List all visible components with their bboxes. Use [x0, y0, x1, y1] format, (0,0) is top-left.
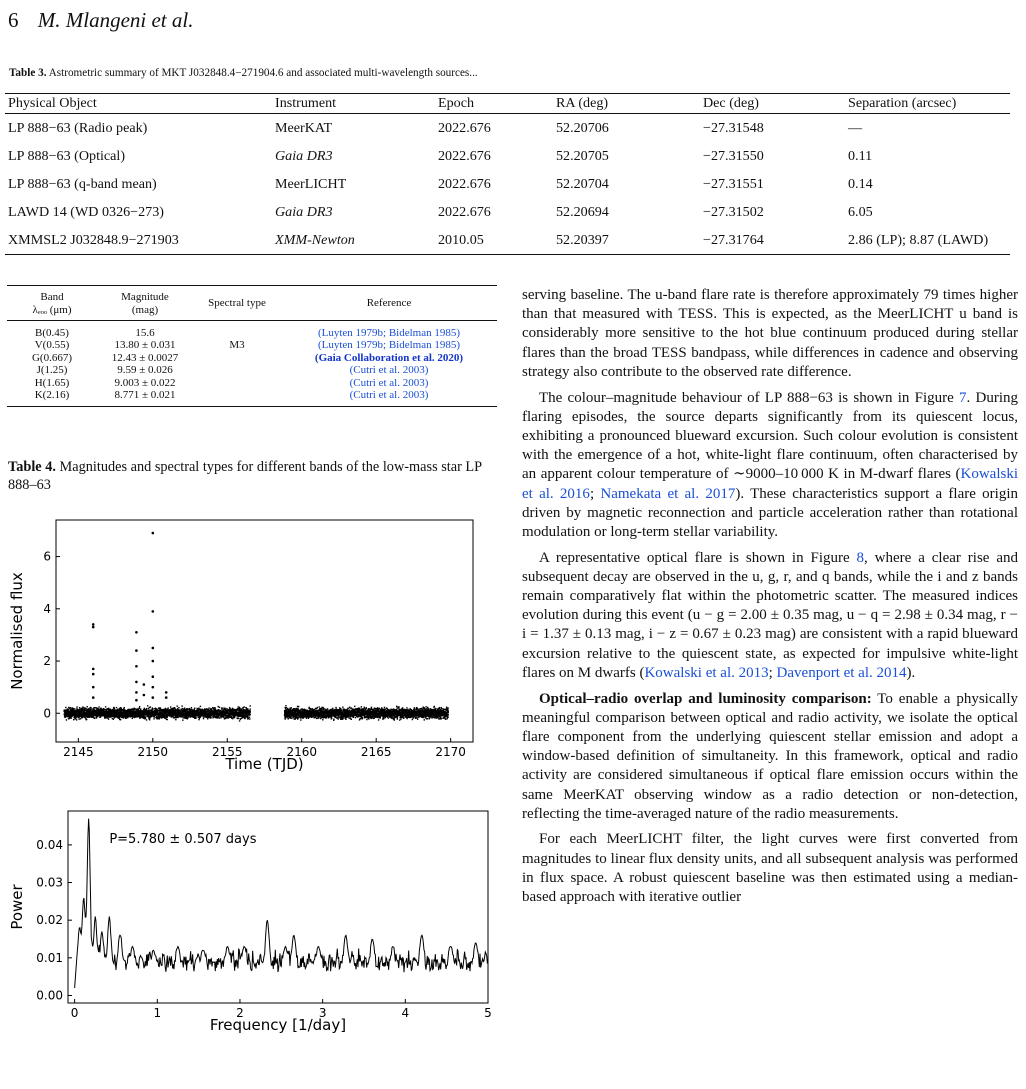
data-point — [200, 706, 201, 707]
table-cell: 2.86 (LP); 8.87 (LAWD) — [845, 226, 1010, 255]
column-header: Separation (arcsec) — [845, 94, 1010, 114]
data-point — [355, 717, 356, 718]
author-line: M. Mlangeni et al. — [37, 8, 194, 32]
data-point — [82, 708, 83, 709]
data-point — [114, 717, 115, 718]
data-point — [218, 706, 219, 707]
data-point — [238, 717, 239, 718]
data-point — [310, 709, 311, 710]
data-point — [170, 706, 171, 707]
reference-link[interactable]: (Cutri et al. 2003) — [281, 389, 497, 407]
data-point — [123, 707, 124, 708]
column-header: Epoch — [435, 94, 553, 114]
data-point — [178, 707, 179, 708]
data-point — [194, 708, 195, 709]
data-point — [353, 716, 354, 717]
data-point — [342, 718, 343, 719]
data-point — [354, 706, 355, 707]
data-point — [177, 717, 178, 718]
data-point — [94, 717, 95, 718]
data-point — [351, 719, 352, 720]
table-cell: −27.31551 — [703, 175, 764, 192]
y-tick-label: 0 — [43, 706, 51, 721]
table-header-row — [5, 94, 1010, 114]
data-point — [300, 719, 301, 720]
data-point — [211, 708, 212, 709]
y-tick-label: 2 — [43, 654, 51, 669]
table-cell: 9.003 ± 0.022 — [114, 376, 176, 389]
table-cell: LP 888−63 (Radio peak) — [8, 119, 148, 136]
table-cell: LAWD 14 (WD 0326−273) — [8, 203, 164, 220]
data-point — [363, 708, 364, 709]
data-point — [86, 719, 87, 720]
table-cell: J(1.25) — [36, 364, 68, 377]
data-point — [340, 709, 341, 710]
data-point — [95, 707, 96, 708]
data-point — [228, 717, 229, 718]
data-point — [331, 718, 332, 719]
table-cell: XMM-Newton — [272, 226, 435, 255]
table-cell: MeerLICHT — [275, 175, 347, 192]
data-point — [140, 708, 141, 709]
data-point — [331, 716, 332, 717]
data-point — [151, 716, 152, 717]
data-point — [79, 718, 80, 719]
data-point — [79, 707, 80, 708]
data-point — [333, 719, 334, 720]
data-point — [212, 707, 213, 708]
data-point — [91, 708, 92, 709]
data-point — [167, 719, 168, 720]
table-row — [7, 364, 497, 376]
data-point — [323, 717, 324, 718]
data-point — [347, 708, 348, 709]
data-point — [153, 718, 154, 719]
data-point — [241, 708, 242, 709]
reference-link[interactable]: (Cutri et al. 2003) — [349, 364, 429, 377]
data-point — [327, 708, 328, 709]
data-point — [229, 707, 230, 708]
data-point — [327, 710, 328, 711]
data-point — [77, 708, 78, 709]
x-tick-label: 2155 — [211, 745, 243, 759]
table-cell: LP 888−63 (q-band mean) — [8, 175, 157, 192]
data-point — [147, 705, 148, 706]
reference-link[interactable]: (Gaia Collaboration et al. 2020) — [314, 351, 464, 364]
reference-link[interactable]: (Cutri et al. 2003) — [349, 376, 429, 389]
table-row — [7, 339, 497, 351]
table-cell: 12.43 ± 0.0027 — [111, 351, 179, 364]
table-cell: XMMSL2 J032848.9−271903 — [5, 226, 272, 255]
table-row — [5, 198, 1010, 226]
table-cell: V(0.55) — [34, 339, 70, 352]
data-point — [240, 719, 241, 720]
data-point — [326, 709, 327, 710]
data-point — [338, 718, 339, 719]
data-point — [298, 706, 299, 707]
data-point — [152, 708, 153, 709]
data-point — [87, 706, 88, 707]
data-point — [70, 717, 71, 718]
data-point — [364, 707, 365, 708]
table-cell: H(1.65) — [34, 376, 70, 389]
table-cell: 2022.676 — [438, 119, 491, 136]
data-point — [113, 719, 114, 720]
data-point — [182, 708, 183, 709]
data-point — [316, 718, 317, 719]
table4-caption — [8, 459, 496, 494]
data-point — [368, 718, 369, 719]
table-cell: 6.05 — [848, 203, 873, 220]
data-point — [310, 708, 311, 709]
data-point — [177, 705, 178, 706]
data-point — [208, 707, 209, 708]
data-point — [332, 708, 333, 709]
data-point — [183, 717, 184, 718]
column-header: Reference — [281, 286, 497, 321]
data-point — [303, 717, 304, 718]
data-point — [250, 711, 251, 712]
data-point — [96, 717, 97, 718]
reference-link[interactable]: (Luyten 1979b; Bidelman 1985) — [317, 327, 461, 339]
table-cell: M3 — [229, 339, 245, 352]
table-row — [7, 377, 497, 389]
data-point — [107, 717, 108, 718]
data-point — [149, 719, 150, 720]
data-point — [70, 707, 71, 708]
data-point — [76, 719, 77, 720]
data-point — [231, 716, 232, 717]
data-point — [249, 705, 250, 706]
column-header: Physical Object — [5, 94, 272, 114]
data-point — [314, 709, 315, 710]
data-point — [291, 718, 292, 719]
table-header-row — [7, 286, 497, 321]
data-point — [285, 708, 286, 709]
data-point — [90, 707, 91, 708]
table-cell: G(0.667) — [31, 351, 73, 364]
data-point — [244, 718, 245, 719]
column-header: Instrument — [272, 94, 435, 114]
astrometry-table — [5, 93, 1010, 255]
data-point — [226, 708, 227, 709]
light-curve-chart — [8, 514, 478, 776]
data-point — [361, 706, 362, 707]
data-point — [244, 706, 245, 707]
table-row — [5, 170, 1010, 198]
data-point — [191, 707, 192, 708]
column-header: Spectral type — [193, 286, 281, 321]
data-point — [181, 705, 182, 706]
data-point — [350, 707, 351, 708]
table-cell: 8.771 ± 0.021 — [97, 389, 193, 407]
data-point — [321, 709, 322, 710]
data-point — [286, 707, 287, 708]
table-cell: 52.20397 — [553, 226, 700, 255]
data-point — [362, 717, 363, 718]
table3-caption — [9, 67, 478, 79]
table-cell: MeerKAT — [275, 119, 333, 136]
table-cell: 52.20705 — [556, 147, 609, 164]
data-point — [219, 717, 220, 718]
data-point — [65, 707, 66, 708]
data-point — [108, 709, 109, 710]
table4-caption-text: Magnitudes and spectral types for different bands of the low-mass star LP 888–63 — [8, 459, 482, 493]
data-point — [195, 715, 196, 716]
data-point — [108, 718, 109, 719]
data-point — [324, 708, 325, 709]
data-point — [222, 707, 223, 708]
data-point — [188, 708, 189, 709]
table-row — [7, 321, 497, 340]
data-point — [146, 719, 147, 720]
table-cell: K(2.16) — [7, 389, 97, 407]
table-cell: −27.31550 — [703, 147, 764, 164]
table4-caption-label: Table 4. — [8, 459, 56, 475]
data-point — [366, 719, 367, 720]
data-point — [239, 720, 240, 721]
data-point — [210, 717, 211, 718]
table-cell: Gaia DR3 — [275, 147, 333, 164]
data-point — [171, 708, 172, 709]
data-point — [188, 716, 189, 717]
data-point — [80, 718, 81, 719]
data-point — [175, 719, 176, 720]
table-row — [7, 389, 497, 407]
data-point — [184, 707, 185, 708]
data-point — [308, 707, 309, 708]
data-point — [291, 707, 292, 708]
data-point — [371, 707, 372, 708]
data-point — [285, 705, 286, 706]
data-point — [284, 718, 285, 719]
data-point — [116, 707, 117, 708]
data-point — [168, 707, 169, 708]
table-cell: 52.20704 — [556, 175, 609, 192]
table-cell: −27.31502 — [703, 203, 764, 220]
x-tick-label: 2150 — [137, 745, 169, 759]
data-point — [207, 718, 208, 719]
table-cell: −27.31548 — [703, 119, 764, 136]
table-row — [7, 352, 497, 364]
data-point — [145, 718, 146, 719]
data-point — [249, 708, 250, 709]
table-cell — [193, 377, 281, 389]
table-cell — [193, 389, 281, 407]
data-point — [66, 719, 67, 720]
table-row — [5, 142, 1010, 170]
table-cell: 2022.676 — [438, 203, 491, 220]
data-point — [249, 714, 250, 715]
table-row — [5, 114, 1010, 143]
data-point — [249, 717, 250, 718]
data-point — [335, 707, 336, 708]
data-point — [345, 719, 346, 720]
data-point — [209, 714, 210, 715]
table-cell: 0.14 — [848, 175, 873, 192]
data-point — [309, 716, 310, 717]
table3-caption-label: Table 3. — [9, 67, 47, 79]
table-cell — [193, 364, 281, 376]
running-header — [8, 8, 193, 33]
table-cell: 2010.05 — [435, 226, 553, 255]
data-point — [76, 717, 77, 718]
data-point — [139, 706, 140, 707]
table-row — [5, 226, 1010, 255]
column-header: RA (deg) — [553, 94, 700, 114]
data-point — [342, 706, 343, 707]
data-point — [234, 717, 235, 718]
column-header: Band λₑₒₒ (μm) — [7, 286, 97, 321]
table-cell — [193, 352, 281, 364]
table-cell: LP 888−63 (Optical) — [8, 147, 126, 164]
table-cell: −27.31764 — [700, 226, 845, 255]
table-cell: 13.80 ± 0.031 — [114, 339, 176, 352]
table-cell: 15.6 — [135, 327, 155, 339]
data-point — [322, 719, 323, 720]
magnitudes-table — [7, 285, 497, 407]
data-point — [150, 706, 151, 707]
data-point — [297, 718, 298, 719]
data-point — [139, 707, 140, 708]
data-point — [248, 718, 249, 719]
column-header: Magnitude (mag) — [97, 286, 193, 321]
data-point — [232, 718, 233, 719]
data-point — [159, 718, 160, 719]
x-tick-label: 2145 — [63, 745, 94, 759]
data-point — [287, 718, 288, 719]
data-point — [377, 707, 378, 708]
x-tick-label: 2170 — [435, 745, 466, 759]
y-tick-label: 6 — [43, 549, 51, 564]
data-point — [247, 716, 248, 717]
data-point — [98, 706, 99, 707]
data-point — [318, 706, 319, 707]
data-point — [73, 708, 74, 709]
data-point — [198, 719, 199, 720]
data-point — [359, 708, 360, 709]
data-point — [219, 707, 220, 708]
data-point — [73, 719, 74, 720]
table-cell: 2022.676 — [438, 175, 491, 192]
data-point — [318, 717, 319, 718]
data-point — [120, 719, 121, 720]
table-cell: B(0.45) — [35, 327, 69, 339]
data-point — [366, 708, 367, 709]
x-tick-label: 2165 — [360, 745, 392, 759]
data-point — [214, 707, 215, 708]
data-point — [76, 706, 77, 707]
data-point — [349, 709, 350, 710]
data-point — [114, 708, 115, 709]
column-header: Dec (deg) — [700, 94, 845, 114]
reference-link[interactable]: (Luyten 1979b; Bidelman 1985) — [317, 339, 461, 352]
table-cell: 52.20706 — [556, 119, 609, 136]
data-point — [195, 717, 196, 718]
data-point — [317, 707, 318, 708]
data-point — [182, 719, 183, 720]
data-point — [132, 717, 133, 718]
data-point — [105, 706, 106, 707]
data-point — [249, 718, 250, 719]
data-point — [146, 708, 147, 709]
table-cell — [193, 321, 281, 340]
table-cell: Gaia DR3 — [275, 203, 333, 220]
data-point — [221, 707, 222, 708]
y-tick-label: 4 — [43, 601, 51, 616]
table-cell: 2022.676 — [438, 147, 491, 164]
table-cell: 0.11 — [848, 147, 873, 164]
page-number: 6 — [8, 8, 19, 32]
table-cell: — — [848, 119, 863, 136]
data-point — [203, 718, 204, 719]
data-point — [238, 706, 239, 707]
table3-caption-text: Astrometric summary of MKT J032848.4−271904.6 and associated multi-wavelength sources... — [46, 67, 478, 79]
data-point — [249, 710, 250, 711]
data-point — [68, 709, 69, 710]
data-point — [165, 708, 166, 709]
table-cell: 9.59 ± 0.026 — [117, 364, 173, 377]
table-cell: 52.20694 — [556, 203, 609, 220]
x-tick-label: 2160 — [286, 745, 318, 759]
